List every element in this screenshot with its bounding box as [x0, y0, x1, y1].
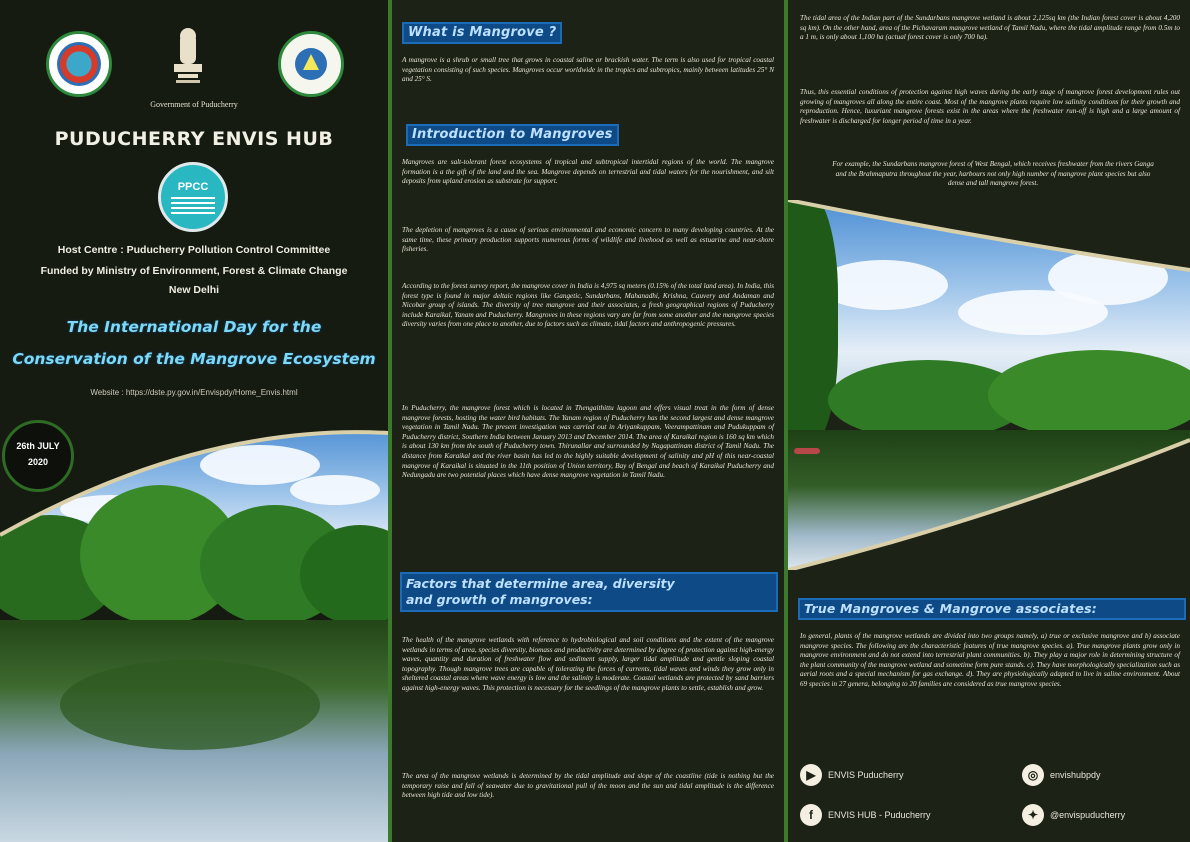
ppcc-logo-text: PPCC [177, 181, 209, 193]
social-label: @envispuducherry [1050, 810, 1126, 820]
facebook-envis-puducherry[interactable] [800, 764, 904, 786]
para-factors-2: The area of the mangrove wetlands is determined by the tidal amplitude and slope of the coastline (tide is nothing but the temporary raise and fall of seawater due to gravitational pull of the moon and the sun and tidal amplitude is the difference between high tide and low tide). [402, 772, 774, 800]
para-factors-1: The health of the mangrove wetlands with reference to hydrobiological and soil conditions and the extent of the mangrove wetlands in terms of area, species diversity, biomass and productivity are determined by degree of protection against high-energy waves, quantity and duration of freshwater flow and sediment supply, larger tidal amplitude and gentle sloping coastal topography. Though mangrove trees are capable of tolerating the forces of currents, tidal waves and winds they grow only in sheltered coastal areas where wave energy is low and the salinity is moderate. Coastal wetlands are protected by sand barriers against high-energy waves. This protection is necessary for the seedlings of the mangrove plants to settle, establish and grow. [402, 636, 774, 692]
date-badge [2, 420, 74, 492]
hub-title: PUDUCHERRY ENVIS HUB [54, 128, 334, 150]
para-what-is-mangrove: A mangrove is a shrub or small tree that grows in coastal saline or brackish water. The term is also used for tropical coastal vegetation consisting of such species. Mangroves occur worldwide in the tropics and subtropics, mainly between latitudes 25° N and 25° S. [402, 56, 774, 84]
funded-by-city: New Delhi [168, 284, 220, 296]
heading-factors [400, 572, 778, 612]
heading-what-is-mangrove: What is Mangrove ? [402, 22, 562, 44]
national-emblem-icon [166, 26, 210, 88]
cover-panel [0, 0, 388, 842]
para-protection: Thus, this essential conditions of protection against high waves during the early stage of mangrove forest development rules out growing of mangroves all along the entire coast. Most of the mangrove plants require low salinity conditions for their growth and reproduction. Hence, luxuriant mangrove forests exist in the areas where the freshwater run-off is high and a large amount of freshwater is discharged for longer period of time in a year. [800, 88, 1180, 125]
para-sundarbans-example: For example, the Sundarbans mangrove forest of West Bengal, which receives freshwater from the rivers Ganga and the Brahmaputra throughout the year, harbours not only high number of mangrove plant species but also dense and tall mangrove forest. [832, 160, 1154, 188]
heading-factors-line1: Factors that determine area, diversity [406, 576, 675, 591]
info-panel-middle [392, 0, 784, 842]
day-title-line1: The International Day for the [66, 318, 322, 336]
funded-by: Funded by Ministry of Environment, Forest & Climate Change [40, 265, 348, 277]
twitter-icon: ✦ [1022, 804, 1044, 826]
date-day: 26th JULY [16, 441, 60, 451]
instagram-icon: ◎ [1022, 764, 1044, 786]
social-label: ENVIS HUB - Puducherry [828, 810, 931, 820]
heading-introduction: Introduction to Mangroves [406, 124, 619, 146]
youtube-icon: ▶ [800, 764, 822, 786]
mangrove-photo-left [0, 425, 388, 842]
instagram-envishubpdy[interactable] [1022, 764, 1101, 786]
facebook-icon: f [800, 804, 822, 826]
day-title-line2: Conservation of the Mangrove Ecosystem [12, 350, 376, 368]
info-panel-right [788, 0, 1190, 842]
mangrove-photo-right [788, 200, 1190, 570]
para-intro-1: Mangroves are salt-tolerant forest ecosystems of tropical and subtropical intertidal regions of the world. The mangrove formation is a the gift of the land and the sea. Mangrove depends on terrestrial and tidal waters for the nourishment, and silt deposits from upland erosion as substrate for support. [402, 158, 774, 186]
website-link[interactable]: Website : https://dste.py.gov.in/Envispdy/Home_Envis.html [90, 388, 298, 397]
para-intro-2: The depletion of mangroves is a cause of serious environmental and economic concern to many developing countries. At the same time, these primary production supports numerous forms of wildlife and livehood as well as estuarine and near-shore fisheries. [402, 226, 774, 254]
social-label: ENVIS Puducherry [828, 770, 904, 780]
facebook-envis-hub[interactable] [800, 804, 931, 826]
date-year: 2020 [27, 457, 49, 467]
heading-true-mangroves: True Mangroves & Mangrove associates: [798, 598, 1186, 620]
ppcc-logo [158, 162, 228, 232]
envis-logo [278, 31, 344, 97]
host-centre: Host Centre : Puducherry Pollution Control Committee [57, 244, 331, 256]
para-intro-4: In Puducherry, the mangrove forest which is located in Thengaithittu lagoon and offers visual treat in the form of dense mangrove forests, hosting the water bird habitats. The Yanam region of Puducherry has the second largest and dense mangrove vegetation in Tamil Nadu. The present investigation was carried out in Ariyankuppam, Veerampattinam and Pudukuppam of Puducherry district, Southern India between January 2013 and December 2014. The area of Karaikal region is 160 sq km which is about 130 km from the south of Puducherry town. Thirunallar and surrounded by Nagapattinam district of Tamil Nadu. The distance from Karaikal and the river basin has led to the highly suitable development of salinity and pH of this near-coastal mangrove of Karaikal is situated in the 11th position of Union territory, Bay of Bengal and beach of Karaikal Puducherry and Nedungadu are two potential places which have dense mangrove vegetation in Tamil Nadu. [402, 404, 774, 480]
para-true-mangroves: In general, plants of the mangrove wetlands are divided into two groups namely, a) true or exclusive mangrove and b) associate mangrove species. The following are the characteristic features of true mangrove species. a). True mangrove plants grow only in mangrove environment and do not extend into terrestrial plant communities. b). They play a major role in determining structure of the plant community of the mangrove wetland and sometime form pure stands. c). They have morphologically specialization such as aerial roots and a special mechanism for gas exchange. d). They are physiologically adapted to live in saline environment. About 69 species in 27 genera, belonging to 20 families are considered as true mangrove species. [800, 632, 1180, 688]
para-tidal-area: The tidal area of the Indian part of the Sundarbans mangrove wetland is about 2,125sq km (the Indian forest cover is about 4,200 sq km). On the other hand, area of the Pichavaram mangrove wetland of Tamil Nadu, where the tidal amplitude range from 0.5m to a 1 m, is only about 1,100 ha (actual forest cover is only 700 ha). [800, 14, 1180, 42]
government-line: Government of Puducherry [150, 100, 238, 109]
puducherry-government-logo [46, 31, 112, 97]
heading-factors-line2: and growth of mangroves: [406, 592, 593, 607]
social-label: envishubpdy [1050, 770, 1101, 780]
twitter-envispuducherry[interactable] [1022, 804, 1125, 826]
para-intro-3: According to the forest survey report, the mangrove cover in India is 4,975 sq meters (0.15% of the total land area). In India, this forest type is found in major deltaic regions like Gangetic, Sundarbans, Mahanadhi, Krishna, Cauvery and Andaman and Nicobar group of islands. The diversity of tree mangrove and their associates, a fresh geographical regions of Puducherry include Karaikal, Yanam and Puducherry. Mangroves in these regions vary are far from some another and the mangrove species diversity varies from one place to another, due to factors such as climate, tidal factors and anthropogenic pressures. [402, 282, 774, 329]
